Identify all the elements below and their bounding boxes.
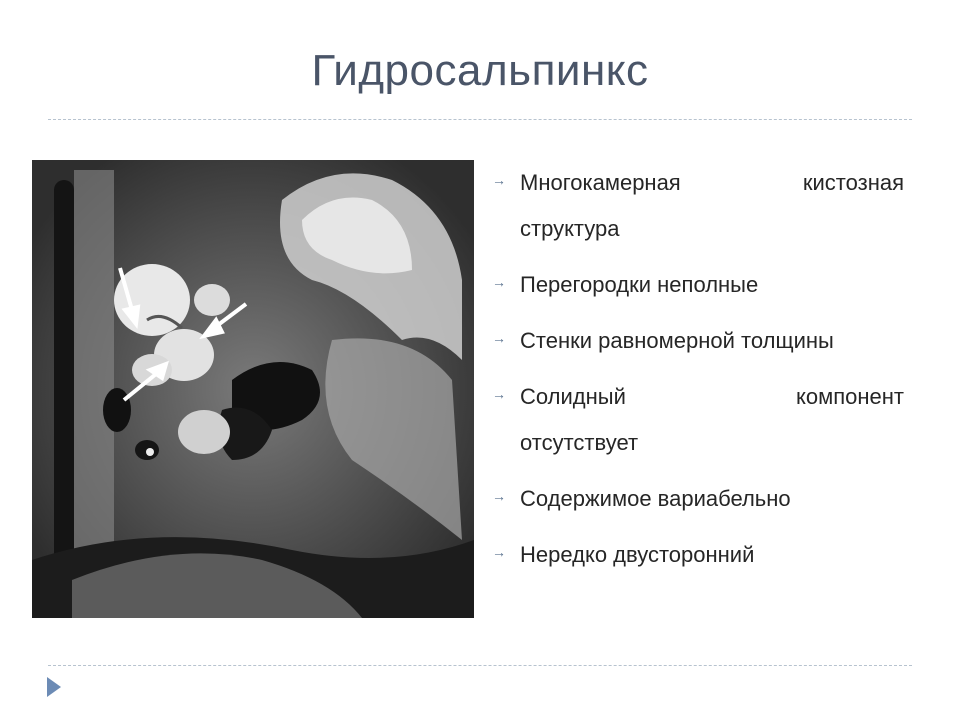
list-item: → Многокамерная кистозная структура	[492, 160, 904, 252]
list-item: → Перегородки неполные	[492, 262, 904, 308]
bullet-list	[492, 160, 904, 588]
arrow-bullet-icon: →	[492, 274, 506, 290]
slide-title: Гидросальпинкс	[311, 46, 649, 95]
arrow-bullet-icon: →	[492, 330, 506, 346]
list-item: → Содержимое вариабельно	[492, 476, 904, 522]
arrow-bullet-icon: →	[492, 488, 506, 504]
arrow-bullet-icon: →	[492, 386, 506, 402]
arrow-bullet-icon: →	[492, 172, 506, 188]
play-triangle-icon[interactable]	[47, 677, 61, 697]
top-divider	[48, 119, 912, 120]
bottom-divider	[48, 665, 912, 666]
list-item: → Нередко двусторонний	[492, 532, 904, 578]
arrow-bullet-icon: →	[492, 544, 506, 560]
list-item: → Солидный компонент отсутствует	[492, 374, 904, 466]
list-item: → Стенки равномерной толщины	[492, 318, 904, 364]
mri-pelvis-image	[32, 160, 474, 618]
